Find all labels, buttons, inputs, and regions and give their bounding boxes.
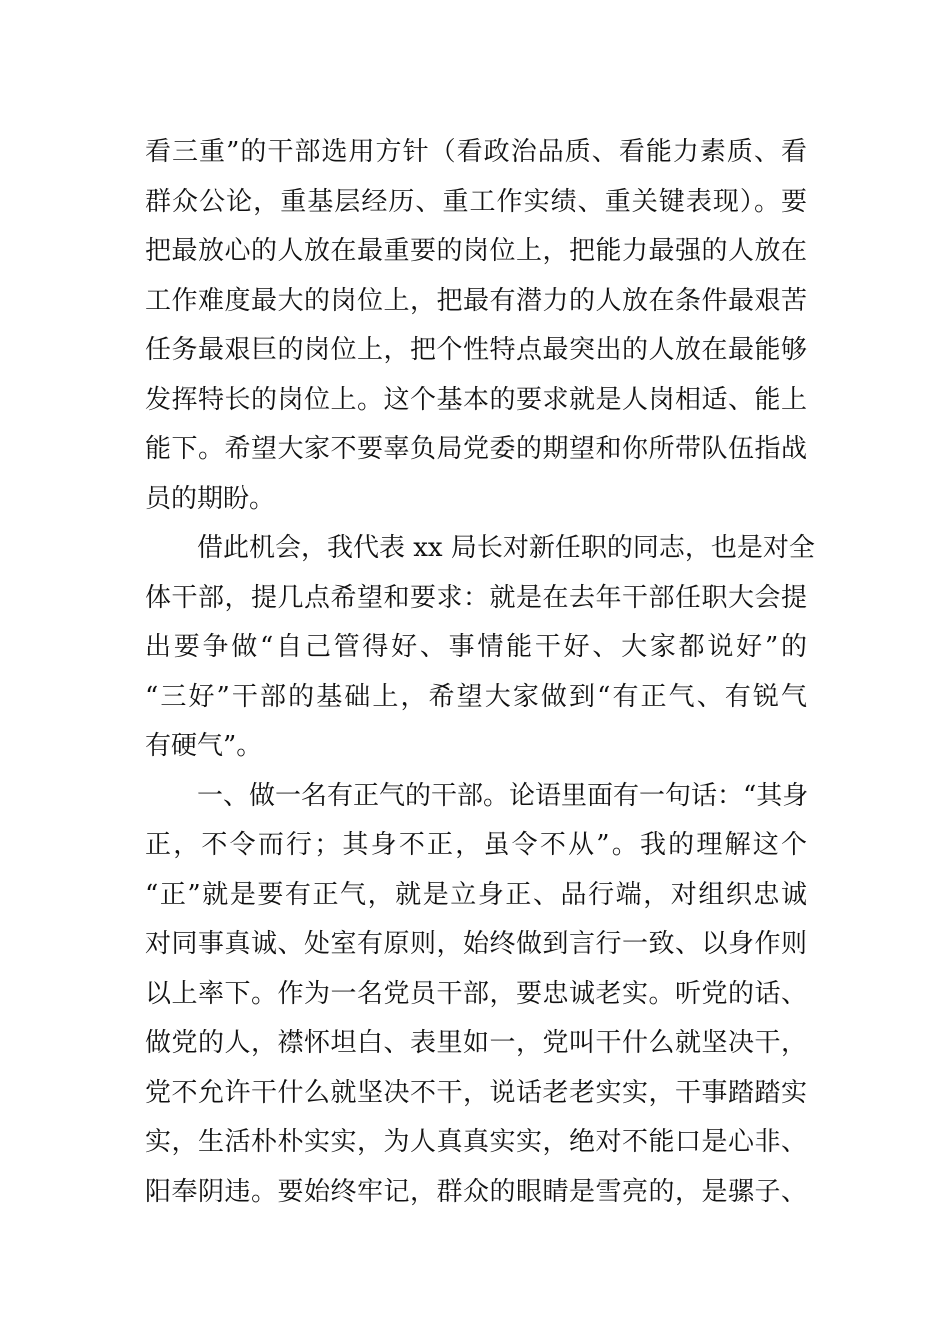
text-line: 有硬气”。: [145, 731, 263, 761]
text-line: 把最放心的人放在最重要的岗位上，把能力最强的人放在: [145, 236, 807, 266]
paragraph-3: [145, 772, 807, 1218]
text-line: 出要争做“自己管得好、事情能干好、大家都说好”的: [145, 632, 807, 662]
text-line: 正，不令而行；其身不正，虽令不从”。我的理解这个: [145, 830, 807, 860]
text-line: 以上率下。作为一名党员干部，要忠诚老实。听党的话、: [145, 978, 807, 1009]
text-line: 党不允许干什么就坚决不干，说话老老实实，干事踏踏实: [145, 1077, 807, 1108]
text-line: 借此机会，我代表 xx 局长对新任职的同志，也是对全: [197, 533, 815, 563]
text-line: 任务最艰巨的岗位上，把个性特点最突出的人放在最能够: [145, 335, 807, 365]
text-line: 工作难度最大的岗位上，把最有潜力的人放在条件最艰苦: [145, 285, 807, 316]
text-line: “三好”干部的基础上，希望大家做到“有正气、有锐气: [145, 681, 807, 712]
text-line: 能下。希望大家不要辜负局党委的期望和你所带队伍指战: [145, 434, 807, 464]
paragraph-1: [145, 128, 807, 524]
text-line: 群众公论，重基层经历、重工作实绩、重关键表现）。要: [145, 186, 807, 217]
text-line: 实，生活朴朴实实，为人真真实实，绝对不能口是心非、: [145, 1127, 807, 1157]
text-line: 发挥特长的岗位上。这个基本的要求就是人岗相适、能上: [145, 384, 807, 415]
text-line: 员的期盼。: [145, 483, 276, 514]
text-line: 做党的人，襟怀坦白、表里如一，党叫干什么就坚决干，: [145, 1028, 807, 1058]
document-body: [145, 128, 815, 1217]
text-line: 阳奉阴违。要始终牢记，群众的眼睛是雪亮的，是骡子、: [145, 1176, 807, 1207]
text-line: “正”就是要有正气，就是立身正、品行端，对组织忠诚: [145, 879, 807, 910]
paragraph-2: [145, 524, 815, 772]
text-line: 体干部，提几点希望和要求：就是在去年干部任职大会提: [145, 582, 807, 613]
text-line: 对同事真诚、处室有原则，始终做到言行一致、以身作则: [145, 929, 807, 959]
text-line: 一、做一名有正气的干部。论语里面有一句话：“其身: [197, 780, 809, 811]
text-line: 看三重”的干部选用方针（看政治品质、看能力素质、看: [145, 137, 807, 167]
